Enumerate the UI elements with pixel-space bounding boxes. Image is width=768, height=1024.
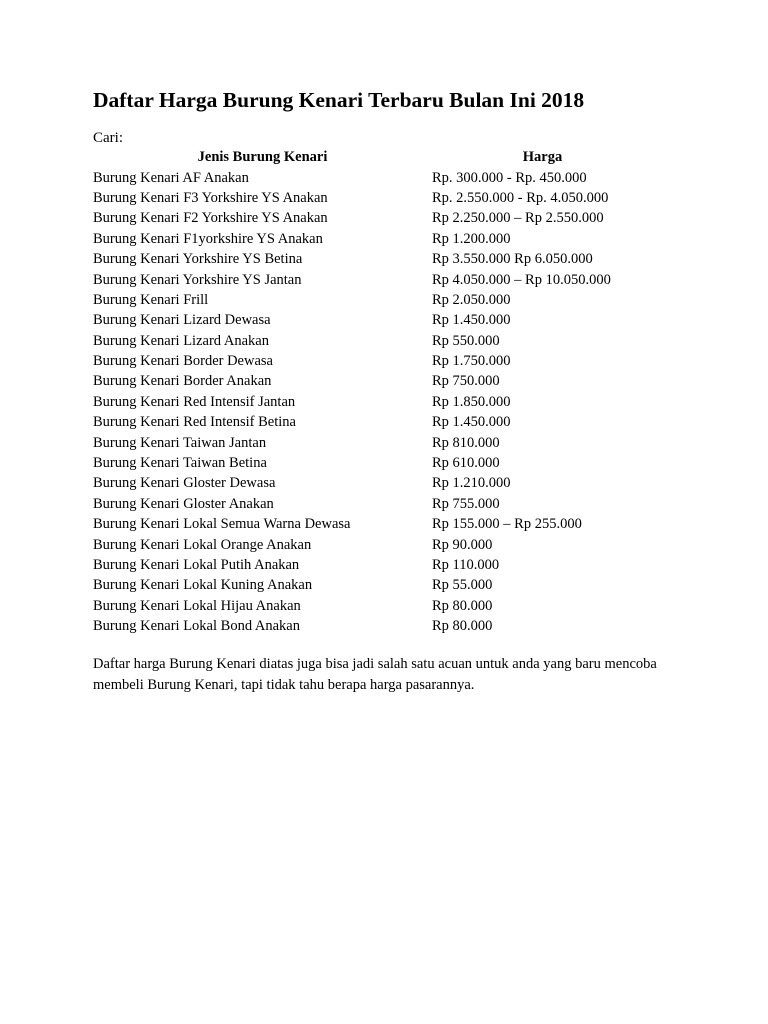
bird-type-cell: Burung Kenari Yorkshire YS Jantan	[93, 271, 302, 288]
price-cell: Rp. 300.000 - Rp. 450.000	[432, 169, 587, 186]
bird-type-cell: Burung Kenari Gloster Anakan	[93, 495, 274, 512]
bird-type-cell: Burung Kenari Lokal Orange Anakan	[93, 536, 312, 553]
table-body	[93, 167, 653, 636]
price-cell: Rp 1.850.000	[432, 393, 511, 410]
price-cell: Rp 750.000	[432, 373, 500, 390]
price-cell: Rp 1.210.000	[432, 475, 511, 492]
bird-type-cell: Burung Kenari F2 Yorkshire YS Anakan	[93, 210, 328, 227]
table-row	[93, 351, 653, 371]
bird-type-cell: Burung Kenari Lokal Semua Warna Dewasa	[93, 516, 351, 533]
bird-type-cell: Burung Kenari Lizard Anakan	[93, 332, 269, 349]
bird-type-cell: Burung Kenari Red Intensif Betina	[93, 414, 296, 431]
table-row	[93, 392, 653, 412]
table-row	[93, 555, 653, 575]
bird-type-cell: Burung Kenari Border Anakan	[93, 373, 272, 390]
price-cell: Rp 90.000	[432, 536, 493, 553]
table-row	[93, 269, 653, 289]
price-cell: Rp 755.000	[432, 495, 500, 512]
table-row	[93, 534, 653, 554]
table-row	[93, 229, 653, 249]
price-cell: Rp 4.050.000 – Rp 10.050.000	[432, 271, 611, 288]
bird-type-cell: Burung Kenari Border Dewasa	[93, 353, 273, 370]
search-label: Cari:	[93, 130, 123, 146]
table-row	[93, 596, 653, 616]
price-cell: Rp 1.200.000	[432, 230, 511, 247]
price-cell: Rp 1.450.000	[432, 414, 511, 431]
document-title: Daftar Harga Burung Kenari Terbaru Bulan Ini 2018	[93, 88, 585, 112]
table-row	[93, 432, 653, 452]
table-row	[93, 494, 653, 514]
table-row	[93, 208, 653, 228]
footnote-paragraph: Daftar harga Burung Kenari diatas juga bisa jadi salah satu acuan untuk anda yang baru mencoba membeli Burung Kenari, tapi tidak tahu berapa harga pasarannya.	[93, 656, 657, 693]
bird-type-cell: Burung Kenari Lizard Dewasa	[93, 312, 271, 329]
table-row	[93, 616, 653, 636]
table-row	[93, 310, 653, 330]
price-cell: Rp 80.000	[432, 618, 493, 635]
price-cell: Rp 1.750.000	[432, 353, 511, 370]
table-row	[93, 331, 653, 351]
price-cell: Rp 80.000	[432, 597, 493, 614]
bird-type-cell: Burung Kenari Frill	[93, 291, 209, 308]
bird-type-cell: Burung Kenari Yorkshire YS Betina	[93, 251, 303, 268]
price-cell: Rp 810.000	[432, 434, 500, 451]
price-cell: Rp. 2.550.000 - Rp. 4.050.000	[432, 189, 609, 206]
bird-type-cell: Burung Kenari Taiwan Betina	[93, 455, 267, 472]
bird-type-cell: Burung Kenari Lokal Bond Anakan	[93, 618, 300, 635]
price-cell: Rp 3.550.000 Rp 6.050.000	[432, 251, 593, 268]
table-row	[93, 473, 653, 493]
table-row	[93, 575, 653, 595]
bird-type-cell: Burung Kenari Lokal Hijau Anakan	[93, 597, 301, 614]
price-cell: Rp 550.000	[432, 332, 500, 349]
table-row	[93, 412, 653, 432]
price-cell: Rp 155.000 – Rp 255.000	[432, 516, 582, 533]
table-row	[93, 249, 653, 269]
bird-type-cell: Burung Kenari AF Anakan	[93, 169, 249, 186]
bird-type-cell: Burung Kenari Gloster Dewasa	[93, 475, 276, 492]
table-row	[93, 371, 653, 391]
column-header-name: Jenis Burung Kenari	[197, 149, 328, 166]
bird-type-cell: Burung Kenari Lokal Putih Anakan	[93, 557, 300, 573]
table-header-row	[93, 147, 653, 167]
bird-type-cell: Burung Kenari F1yorkshire YS Anakan	[93, 230, 323, 247]
table-row	[93, 188, 653, 208]
bird-type-cell: Burung Kenari Lokal Kuning Anakan	[93, 577, 313, 594]
price-table	[93, 147, 653, 636]
price-cell: Rp 2.250.000 – Rp 2.550.000	[432, 210, 604, 227]
table-row	[93, 167, 653, 187]
price-cell: Rp 610.000	[432, 455, 500, 472]
column-header-price: Harga	[522, 149, 563, 166]
table-row	[93, 453, 653, 473]
bird-type-cell: Burung Kenari Red Intensif Jantan	[93, 393, 296, 410]
price-cell: Rp 2.050.000	[432, 291, 511, 308]
table-row	[93, 514, 653, 534]
price-cell: Rp 1.450.000	[432, 312, 511, 329]
bird-type-cell: Burung Kenari F3 Yorkshire YS Anakan	[93, 189, 328, 206]
price-cell: Rp 110.000	[432, 557, 500, 573]
bird-type-cell: Burung Kenari Taiwan Jantan	[93, 434, 267, 451]
price-cell: Rp 55.000	[432, 577, 493, 594]
table-row	[93, 290, 653, 310]
